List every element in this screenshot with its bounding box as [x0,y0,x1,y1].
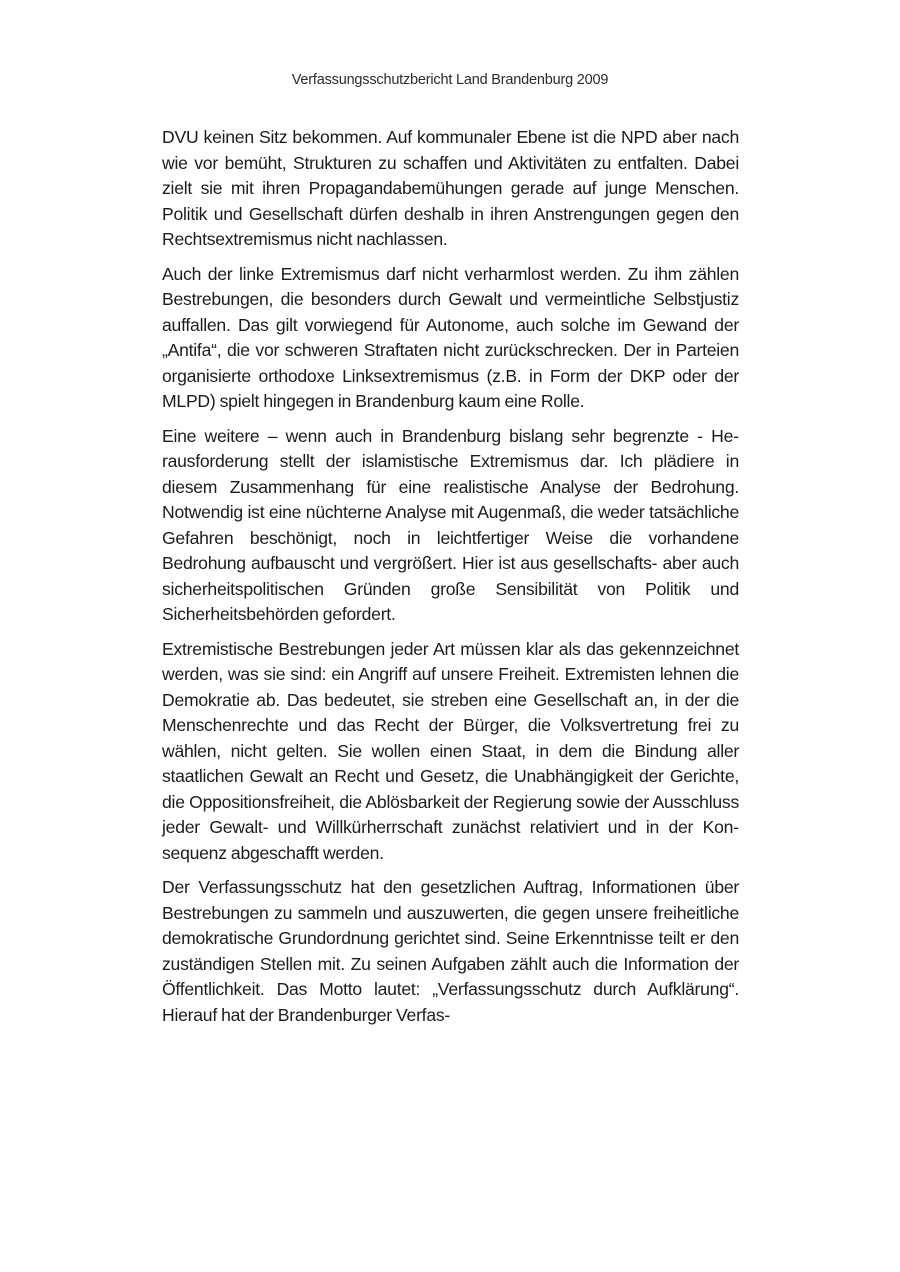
body-text [162,125,739,1037]
paragraph-extremism-threat: Extremistische Bestrebungen jeder Art müssen klar als das gekennzeichnet werden, was sie sind: ein Angriff auf unsere Freiheit. Extremisten lehnen die Demokratie ab. Das bedeutet, sie streben eine Gesellschaft an, in der die Menschenrechte und das Recht der Bürger, die Volksvertretung frei zu wählen, nicht gelten. Sie wollen einen Staat, in dem die Bindung aller staatlichen Gewalt an Recht und Gesetz, die Unabhängigkeit der Gerichte, die Oppositionsfreiheit, die Ablösbarkeit der Regierung sowie der Ausschluss jeder Gewalt- und Willkürherrschaft zunächst relativiert und in der Konsequenz abgeschafft werden. [162,638,739,863]
paragraph-constitution-protection: Der Verfassungsschutz hat den gesetzlichen Auftrag, Informationen über Bestrebungen zu sammeln und auszuwerten, die gegen unsere freiheitliche demokratische Grundordnung gerichtet sind. Seine Erkenntnisse teilt er den zuständigen Stellen mit. Zu seinen Aufgaben zählt auch die Information der Öffentlichkeit. Das Motto lautet: „Verfassungsschutz durch Aufklärung“. Hierauf hat der Brandenburger Verfas- [162,877,739,1025]
paragraph-npd-activity: DVU keinen Sitz bekommen. Auf kommunaler Ebene ist die NPD aber nach wie vor bemüht, Strukturen zu schaffen und Aktivitäten zu entfalten. Dabei zielt sie mit ihren Propagandabemühungen gerade auf junge Menschen. Politik und Gesellschaft dürfen deshalb in ihren Anstrengungen gegen den Rechtsextremismus nicht nachlassen. [162,127,739,249]
paragraph-left-extremism: Auch der linke Extremismus darf nicht verharmlost werden. Zu ihm zählen Bestrebungen, die besonders durch Gewalt und vermeintliche Selbstjustiz auffallen. Das gilt vorwiegend für Autonome, auch solche im Gewand der „Antifa“, die vor schweren Straftaten nicht zurückschrecken. Der in Parteien organisierte orthodoxe Linksextremismus (z.B. in Form der DKP oder der MLPD) spielt hingegen in Brandenburg kaum eine Rolle. [162,263,739,411]
running-header: Verfassungsschutzbericht Land Brandenburg 2009 [291,72,609,88]
paragraph-islamist-extremism: Eine weitere – wenn auch in Brandenburg bislang sehr begrenzte - Herausforderung stellt der islamistische Extremismus dar. Ich plädiere in diesem Zusammenhang für eine realistische Analyse der Bedrohung. Notwendig ist eine nüchterne Analyse mit Augenmaß, die weder tatsächliche Gefahren beschönigt, noch in leichtfertiger Weise die vorhandene Bedrohung aufbauscht und vergrößert. Hier ist aus gesellschafts- aber auch sicherheitspolitischen Gründen große Sensibilität von Politik und Sicherheitsbehörden gefordert. [162,425,739,624]
